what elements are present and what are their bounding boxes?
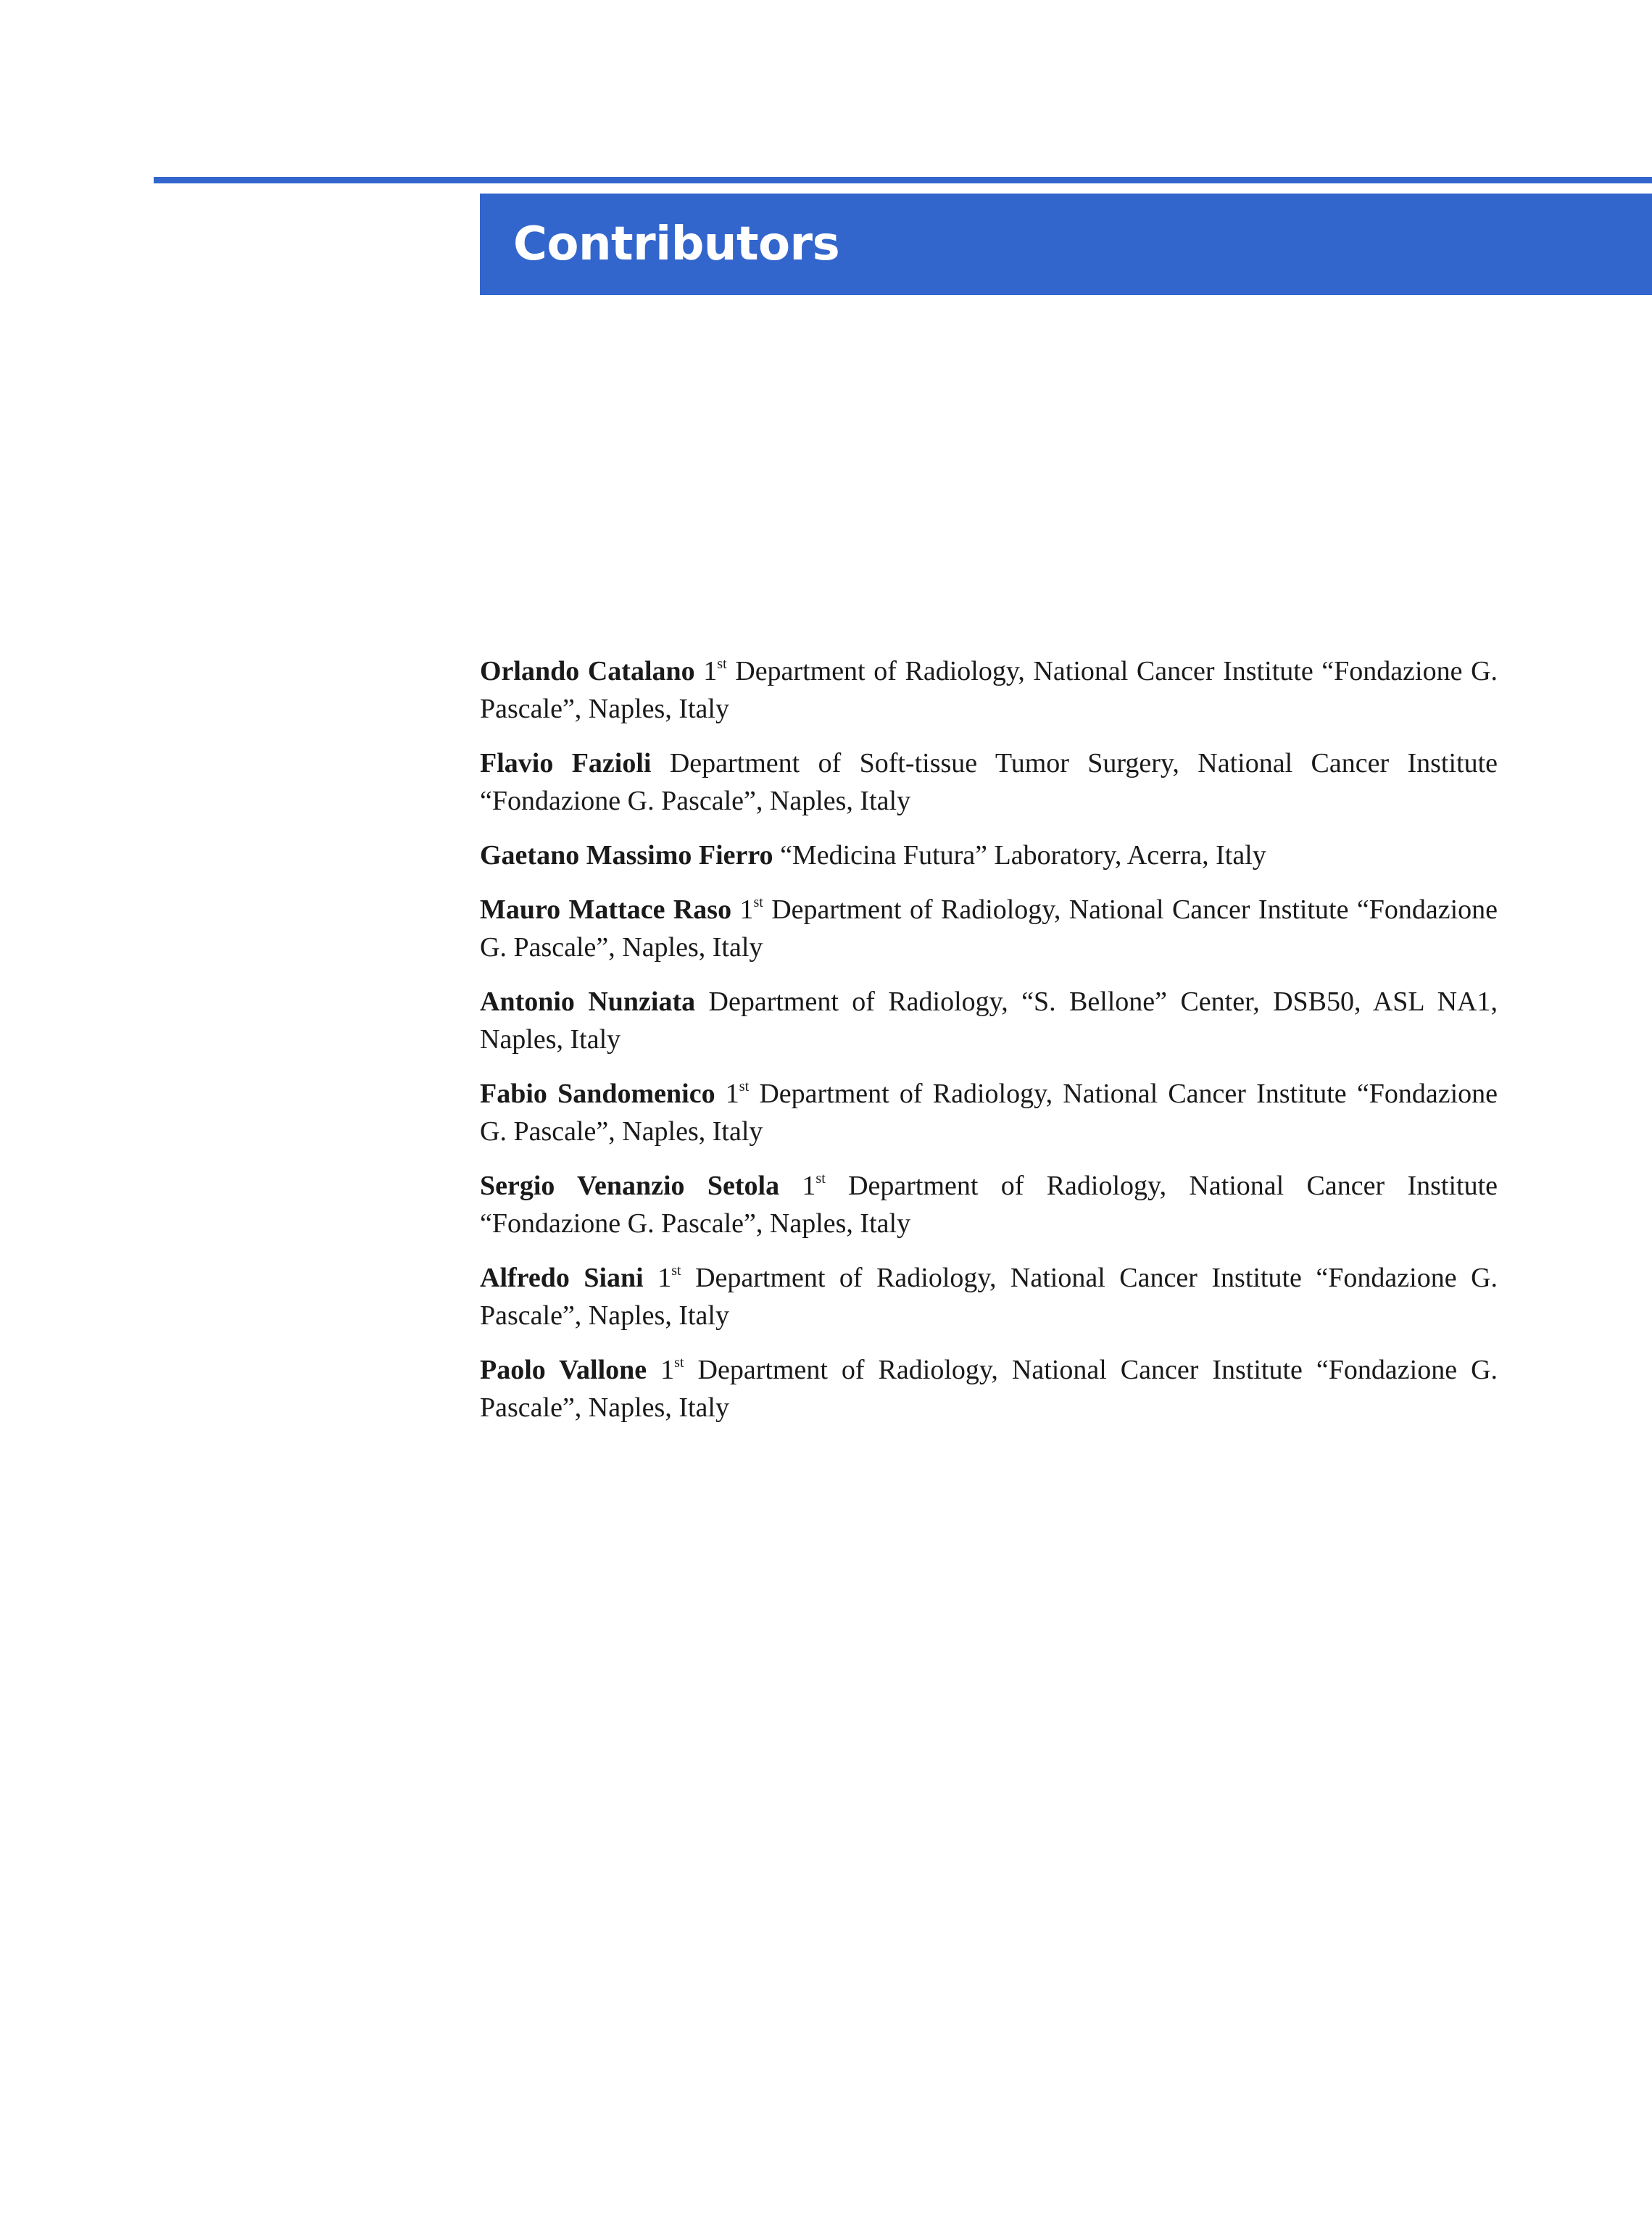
contributor-affiliation: Department of Radiology, National Cancer Institute “Fondazione G. Pascale”, Naples, Italy [480, 1079, 1498, 1147]
title-banner [480, 194, 1652, 295]
contributor-affiliation: Department of Radiology, “S. Bellone” Center, DSB50, ASL NA1, Naples, Italy [480, 987, 1498, 1055]
contributor-name: Sergio Venanzio Setola [480, 1171, 780, 1201]
contributor-entry [480, 652, 1498, 728]
ordinal-number: 1 [660, 1355, 675, 1385]
ordinal [739, 894, 763, 925]
contributor-entry [480, 1075, 1498, 1150]
ordinal-number: 1 [802, 1171, 816, 1201]
contributor-entry [480, 1351, 1498, 1426]
top-rule [154, 177, 1652, 183]
contributor-affiliation: Department of Radiology, National Cancer Institute “Fondazione G. Pascale”, Naples, Italy [480, 894, 1498, 963]
ordinal [657, 1263, 681, 1293]
contributor-name: Mauro Mattace Raso [480, 894, 732, 925]
contributor-list [480, 652, 1498, 1443]
contributor-affiliation: Department of Radiology, National Cancer Institute “Fondazione G. Pascale”, Naples, Italy [480, 656, 1498, 724]
ordinal-suffix: st [671, 1263, 681, 1279]
contributor-name: Paolo Vallone [480, 1355, 647, 1385]
ordinal-suffix: st [739, 1079, 750, 1095]
page-title: Contributors [513, 217, 840, 271]
contributor-entry [480, 1259, 1498, 1334]
contributor-name: Alfredo Siani [480, 1263, 644, 1293]
ordinal-number: 1 [725, 1079, 739, 1109]
ordinal-suffix: st [717, 656, 727, 672]
contributor-entry [480, 744, 1498, 820]
contributor-name: Gaetano Massimo Fierro [480, 840, 773, 871]
contributor-affiliation: Department of Radiology, National Cancer Institute “Fondazione G. Pascale”, Naples, Italy [480, 1171, 1498, 1239]
ordinal [726, 1079, 749, 1109]
contributor-affiliation: Department of Radiology, National Cancer Institute “Fondazione G. Pascale”, Naples, Italy [480, 1263, 1498, 1331]
ordinal-suffix: st [815, 1171, 826, 1187]
ordinal-suffix: st [674, 1355, 684, 1371]
ordinal-number: 1 [657, 1263, 672, 1293]
ordinal [703, 656, 726, 686]
contributor-name: Flavio Fazioli [480, 748, 652, 778]
contributor-entry [480, 983, 1498, 1058]
contributor-entry [480, 836, 1498, 874]
contributor-affiliation: Department of Soft-tissue Tumor Surgery, National Cancer Institute “Fondazione G. Pascale”, Naples, Italy [480, 748, 1498, 816]
contributor-affiliation: Department of Radiology, National Cancer Institute “Fondazione G. Pascale”, Naples, Italy [480, 1355, 1498, 1423]
ordinal-number: 1 [703, 656, 718, 686]
contributor-name: Orlando Catalano [480, 656, 695, 686]
ordinal-number: 1 [739, 894, 754, 925]
contributor-name: Antonio Nunziata [480, 987, 696, 1017]
contributor-affiliation: “Medicina Futura” Laboratory, Acerra, Italy [780, 840, 1266, 871]
ordinal [802, 1171, 825, 1201]
ordinal [660, 1355, 684, 1385]
contributor-entry [480, 1167, 1498, 1242]
contributor-entry [480, 891, 1498, 966]
contributor-name: Fabio Sandomenico [480, 1079, 715, 1109]
ordinal-suffix: st [753, 894, 763, 910]
